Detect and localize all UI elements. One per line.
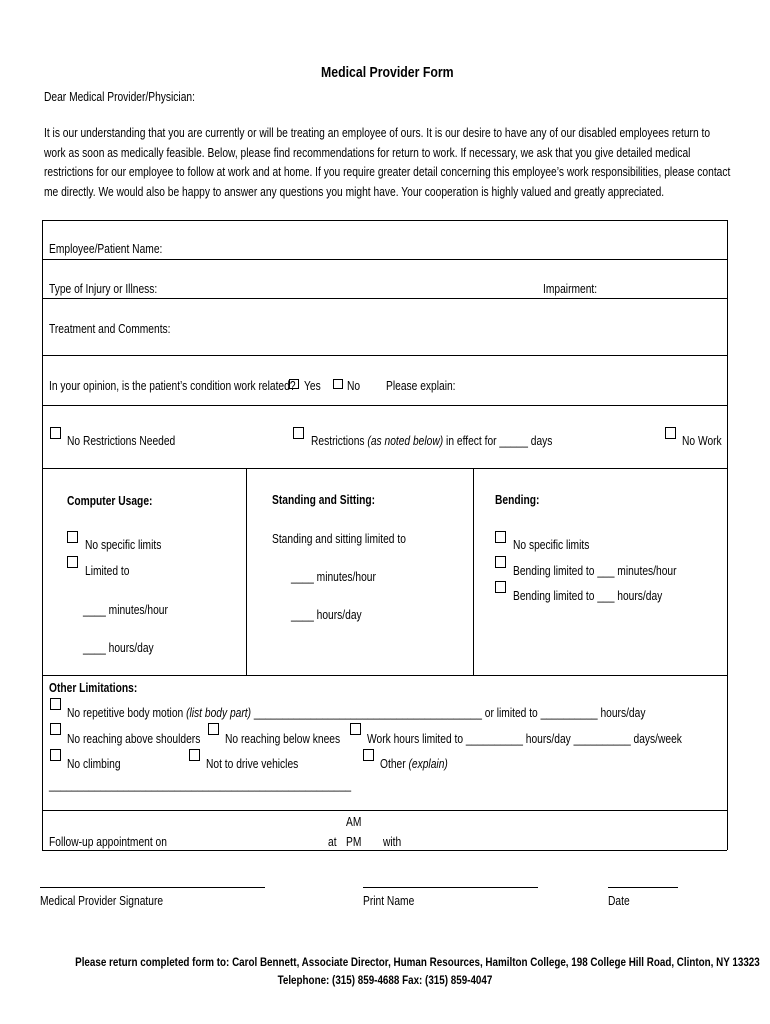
no-label: No [347, 379, 361, 393]
reaching-below-checkbox[interactable] [208, 723, 219, 735]
yes-label: Yes [304, 379, 321, 393]
repetitive-checkbox[interactable] [50, 698, 61, 710]
computer-no-limits-label: No specific limits [85, 538, 162, 552]
date-line[interactable] [608, 887, 678, 888]
row-divider [42, 468, 727, 469]
bending-hours-checkbox[interactable] [495, 581, 506, 593]
bending-hours-field[interactable]: Bending limited to ___ hours/day [513, 589, 663, 603]
employee-name-field[interactable]: Employee/Patient Name: [49, 242, 163, 256]
drive-checkbox[interactable] [189, 749, 200, 761]
impairment-field[interactable]: Impairment: [543, 282, 598, 296]
work-hours-field[interactable]: Work hours limited to __________ hours/day __________ days/week [367, 732, 682, 746]
other-limitations-heading: Other Limitations: [49, 681, 138, 695]
no-restrictions-checkbox[interactable] [50, 427, 61, 439]
work-related-question: In your opinion, is the patient’s condition work related? [49, 379, 296, 393]
reaching-below-label: No reaching below knees [225, 732, 341, 746]
restrictions-prefix: Restrictions [311, 434, 365, 448]
reaching-above-checkbox[interactable] [50, 723, 61, 735]
standing-limited-label: Standing and sitting limited to [272, 532, 406, 546]
other-checkbox[interactable] [363, 749, 374, 761]
computer-hours-field[interactable]: ____ hours/day [83, 641, 154, 655]
standing-hours-field[interactable]: ____ hours/day [291, 608, 362, 622]
standing-minutes-field[interactable]: ____ minutes/hour [291, 570, 376, 584]
bending-minutes-checkbox[interactable] [495, 556, 506, 568]
intro-paragraph: It is our understanding that you are currently or will be treating an employee of ours. It is our desire to have any of our disabled employees return to work as soon as medically feasible. Below, please find recommendations for return to work. If necessary, we ask that you give detailed medical restrictions for our employee to follow at work and at home. If you require greater detail concerning this employee’s work responsibilities, please contact me directly. We would also be happy to answer any questions you might have. Your cooperation is highly valued and greatly appreciated. [44, 126, 731, 199]
other-prefix: Other [380, 757, 406, 771]
explain-field[interactable]: Please explain: [386, 379, 456, 393]
followup-am[interactable]: AM [346, 815, 362, 829]
bending-minutes-field[interactable]: Bending limited to ___ minutes/hour [513, 564, 677, 578]
row-divider [42, 355, 727, 356]
row-divider [42, 259, 727, 260]
treatment-field[interactable]: Treatment and Comments: [49, 322, 171, 336]
row-divider [42, 298, 727, 299]
bending-no-limits-label: No specific limits [513, 538, 590, 552]
followup-with: with [383, 835, 402, 849]
row-divider [42, 405, 727, 406]
drive-label: Not to drive vehicles [206, 757, 299, 771]
work-hours-checkbox[interactable] [350, 723, 361, 735]
restrictions-note: (as noted below) [367, 434, 444, 448]
form-border-left [42, 220, 43, 850]
climbing-checkbox[interactable] [50, 749, 61, 761]
column-divider [473, 468, 474, 675]
computer-limited-checkbox[interactable] [67, 556, 78, 568]
date-label: Date [608, 894, 630, 908]
restrictions-label [311, 432, 605, 450]
no-checkbox[interactable] [333, 379, 343, 389]
yes-checkbox[interactable] [289, 379, 299, 389]
print-name-line[interactable] [363, 887, 538, 888]
no-work-label: No Work [682, 434, 722, 448]
standing-heading: Standing and Sitting: [272, 493, 376, 507]
injury-type-field[interactable]: Type of Injury or Illness: [49, 282, 158, 296]
print-name-label: Print Name [363, 894, 415, 908]
form-border-top [42, 220, 727, 221]
computer-heading: Computer Usage: [67, 494, 153, 508]
computer-no-limits-checkbox[interactable] [67, 531, 78, 543]
restrictions-suffix: in effect for _____ days [446, 434, 553, 448]
page-title: Medical Provider Form [321, 64, 454, 81]
other-label [380, 755, 463, 773]
computer-limited-label: Limited to [85, 564, 130, 578]
footer-address: Please return completed form to: Carol Bennett, Associate Director, Human Resources, Hamilton College, 198 College Hill Road, Clinton, NY 13323 [75, 955, 760, 969]
repetitive-note: (list body part) [186, 706, 252, 720]
no-work-checkbox[interactable] [665, 427, 676, 439]
repetitive-suffix: ________________________________________ or limited to __________ hours/day [253, 706, 646, 720]
signature-label: Medical Provider Signature [40, 894, 164, 908]
reaching-above-label: No reaching above shoulders [67, 732, 201, 746]
computer-minutes-field[interactable]: ____ minutes/hour [83, 603, 168, 617]
footer-contact: Telephone: (315) 859-4688 Fax: (315) 859-4047 [277, 973, 493, 987]
column-divider [246, 468, 247, 675]
signature-line[interactable] [40, 887, 265, 888]
followup-label: Follow-up appointment on [49, 835, 167, 849]
followup-pm[interactable]: PM [346, 835, 362, 849]
no-restrictions-label: No Restrictions Needed [67, 434, 176, 448]
other-note: (explain) [408, 757, 448, 771]
followup-at: at [328, 835, 337, 849]
salutation: Dear Medical Provider/Physician: [44, 90, 195, 104]
form-border-right [727, 220, 728, 850]
row-divider [42, 810, 727, 811]
repetitive-prefix: No repetitive body motion [67, 706, 184, 720]
bending-no-limits-checkbox[interactable] [495, 531, 506, 543]
row-divider [42, 675, 727, 676]
climbing-label: No climbing [67, 757, 121, 771]
restrictions-checkbox[interactable] [293, 427, 304, 439]
repetitive-label [67, 704, 770, 722]
bending-heading: Bending: [495, 493, 540, 507]
other-explain-line[interactable]: _____________________________________________________ [49, 778, 352, 792]
